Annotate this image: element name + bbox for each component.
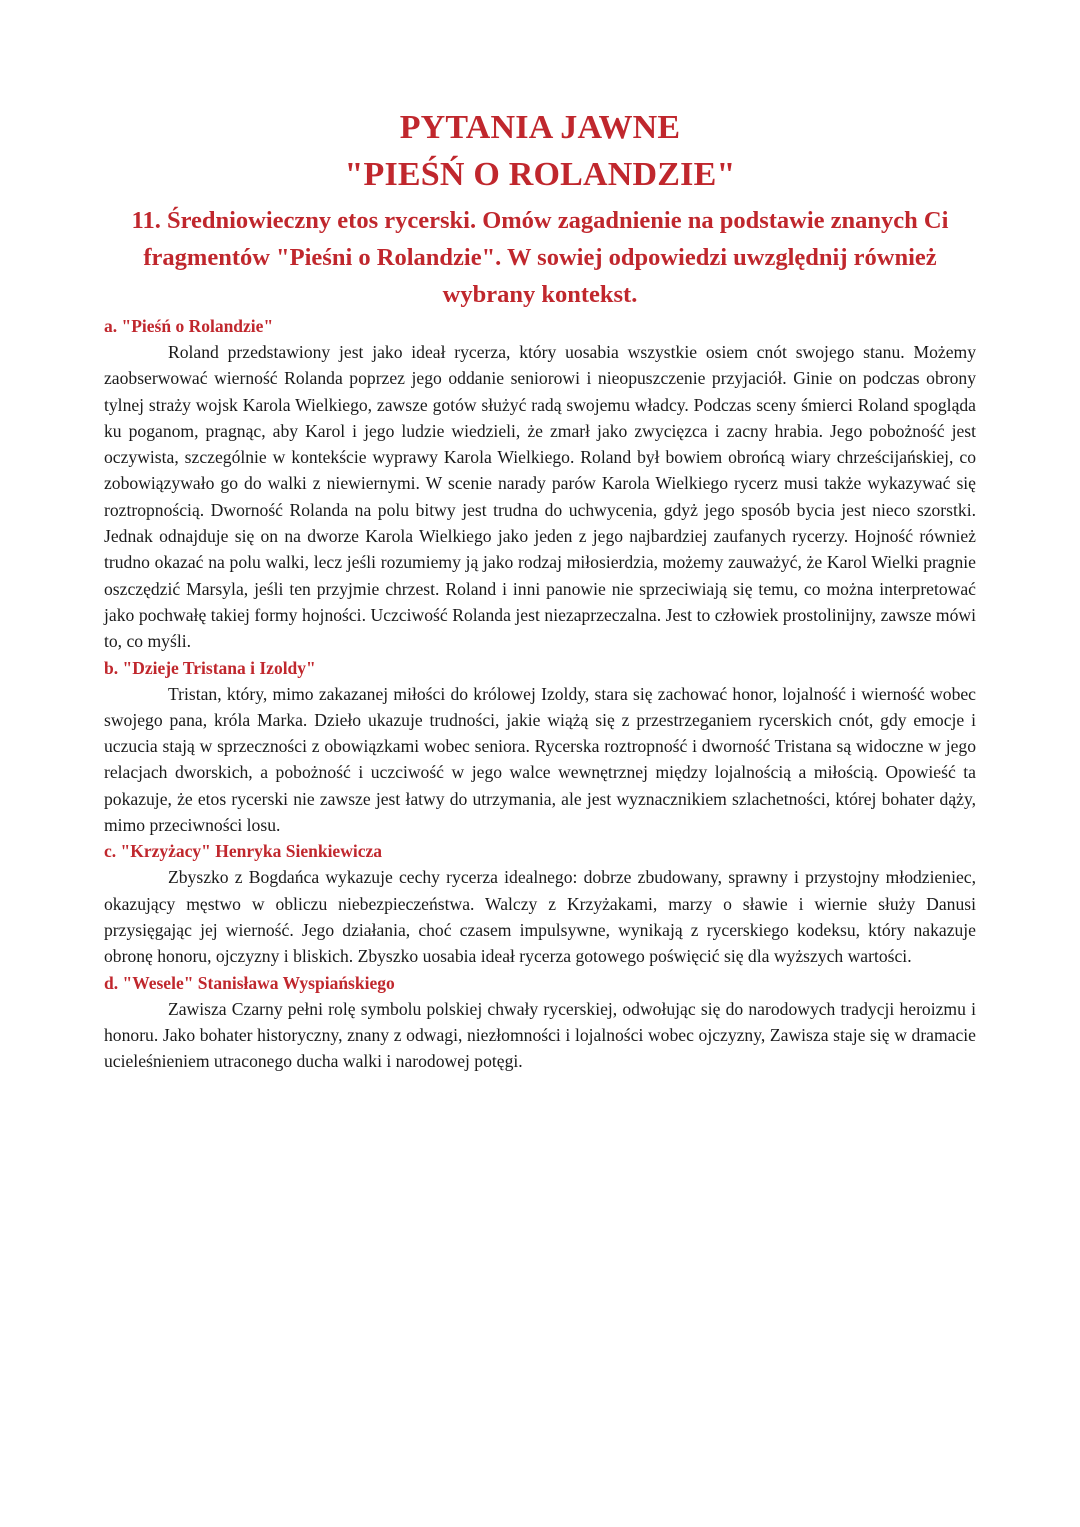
section-body: Zawisza Czarny pełni rolę symbolu polskiej chwały rycerskiej, odwołując się do narodowych tradycji heroizmu i honoru. Jako bohater historyczny, znany z odwagi, niezłomności i lojalności wobec ojczyzny, Zawisza staje się w dramacie ucieleśnieniem utraconego ducha walki i narodowej potęgi. [104, 998, 976, 1072]
section-heading: d. "Wesele" Stanisława Wyspiańskiego [104, 972, 395, 993]
section-tristan-i-izolda [104, 655, 976, 839]
section-piesn-o-rolandzie [104, 313, 976, 655]
question-heading: 11. Średniowieczny etos rycerski. Omów zagadnienie na podstawie znanych Ci fragmentów "Pieśni o Rolandzie". W sowiej odpowiedzi uwzględnij również wybrany kontekst. [131, 207, 949, 308]
section-heading: c. "Krzyżacy" Henryka Sienkiewicza [104, 841, 382, 862]
document-title-line-2: "PIEŚŃ O ROLANDZIE" [344, 156, 736, 193]
section-heading: a. "Pieśń o Rolandzie" [104, 316, 274, 336]
document-title-line-1: PYTANIA JAWNE [399, 109, 681, 146]
section-body: Zbyszko z Bogdańca wykazuje cechy rycerza idealnego: dobrze zbudowany, sprawny i przystojny młodzieniec, okazujący męstwo w obliczu niebezpieczeństwa. Walczy z Krzyżakami, marzy o sławie i wiernie służy Danusi przysięgając jej wierność. Jego działania, choć czasem impulsywne, wynikają z rycerskiego kodeksu, który nakazuje obronę honoru, ojczyzny i bliskich. Zbyszko uosabia ideał rycerza gotowego poświęcić się dla wyższych wartości. [104, 867, 976, 967]
section-body: Tristan, który, mimo zakazanej miłości do królowej Izoldy, stara się zachować honor, lojalność i wierność wobec swojego pana, króla Marka. Dzieło ukazuje trudności, jakie wiążą się z przestrzeganiem rycerskich cnót, gdy emocje i uczucia stają w sprzeczności z obowiązkami wobec seniora. Rycerska roztropność i dworność Tristana są widoczne w jego relacjach dworskich, a pobożność i uczciwość w jego walce wewnętrznej między lojalnością a miłością. Opowieść ta pokazuje, że etos rycerski nie zawsze jest łatwy do utrzymania, ale jest wyznacznikiem szlachetności, której bohater dąży, mimo przeciwności losu. [104, 683, 976, 836]
section-wesele [104, 970, 976, 1075]
section-body: Roland przedstawiony jest jako ideał rycerza, który uosabia wszystkie osiem cnót swojego stanu. Możemy zaobserwować wierność Rolanda poprzez jego oddanie seniorowi i nieopuszczenie przyjaciół. Ginie on podczas obrony tylnej straży wojsk Karola Wielkiego, zawsze gotów służyć radą swojemu władcy. Podczas sceny śmierci Roland spogląda ku poganom, pragnąc, aby Karol i jego ludzie wiedzieli, że zmarł jako zwycięzca i zacny hrabia. Jego pobożność jest oczywista, szczególnie w kontekście wyprawy Karola Wielkiego. Roland był bowiem obrońcą wiary chrześcijańskiej, co zobowiązywało go do walki z niewiernymi. W scenie narady parów Karola Wielkiego rycerz musi także wykazywać się roztropnością. Dworność Rolanda na polu bitwy jest trudna do uchwycenia, gdyż jego sposób bycia jest nieco szorstki. Jednak odnajduje się on na dworze Karola Wielkiego jako jeden z jego najbardziej zaufanych rycerzy. Hojność również trudno okazać na polu walki, lecz jeśli rozumiemy ją jako rodzaj miłosierdzia, możemy zauważyć, że Karol Wielki pragnie oszczędzić Marsyla, jeśli ten przyjmie chrzest. Roland i inni panowie nie sprzeciwiają się temu, co można interpretować jako pochwałę takiej formy hojności. Uczciwość Rolanda jest niezaprzeczalna. Jest to człowiek prostolinijny, zawsze mówi to, co myśli. [104, 342, 976, 652]
section-heading: b. "Dzieje Tristana i Izoldy" [104, 657, 316, 678]
section-krzyzacy [104, 838, 976, 969]
